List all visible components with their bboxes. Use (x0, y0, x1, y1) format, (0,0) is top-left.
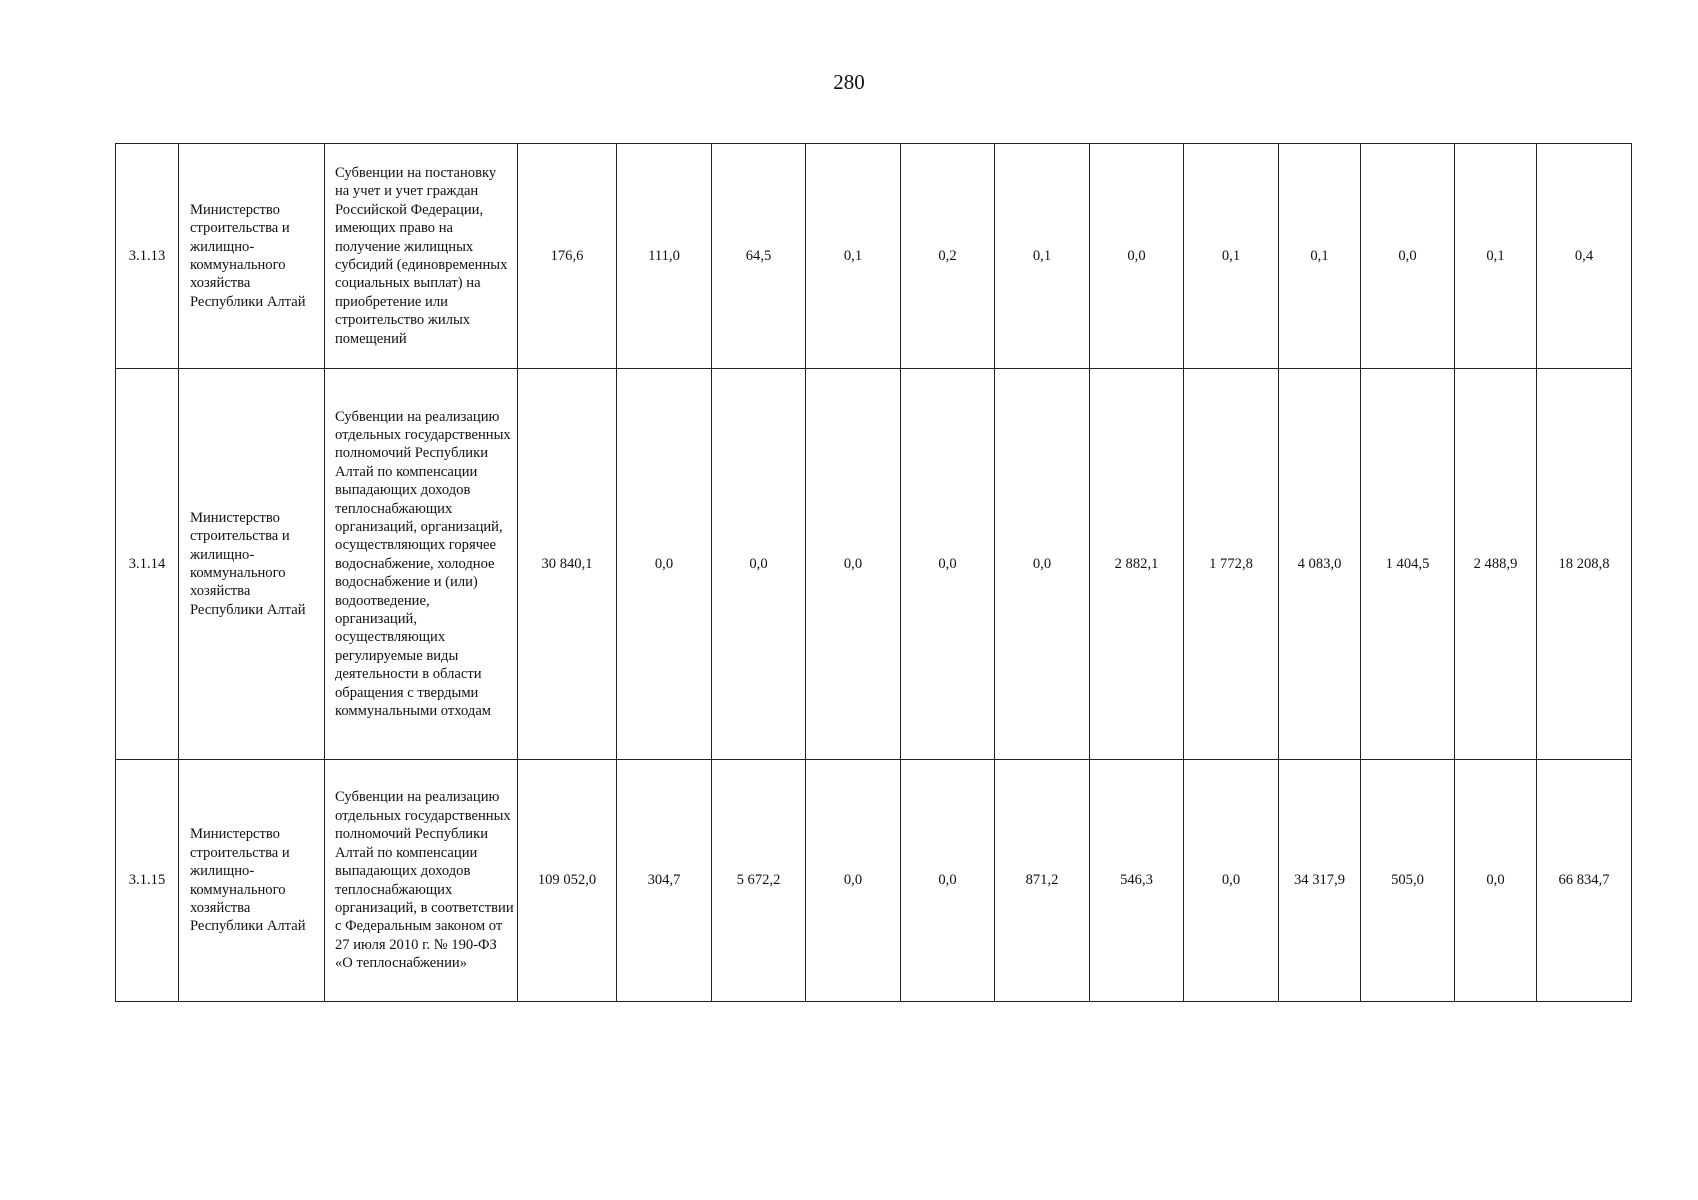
row-code: 3.1.14 (116, 369, 179, 760)
row-description: Субвенции на постановку на учет и учет граждан Российской Федерации, имеющих право на получение жилищных субсидий (единовременных социальных выплат) на приобретение или строительство жилых помещений (325, 144, 518, 369)
value-cell: 0,0 (901, 760, 995, 1002)
value-cell: 0,1 (1279, 144, 1361, 369)
value-cell: 1 404,5 (1361, 369, 1455, 760)
row-code: 3.1.15 (116, 760, 179, 1002)
value-cell: 304,7 (617, 760, 712, 1002)
table-row (116, 144, 1632, 369)
value-cell: 4 083,0 (1279, 369, 1361, 760)
value-cell: 0,1 (1184, 144, 1279, 369)
row-code: 3.1.13 (116, 144, 179, 369)
value-cell: 66 834,7 (1537, 760, 1632, 1002)
value-cell: 0,0 (617, 369, 712, 760)
table-row (116, 760, 1632, 1002)
value-cell: 1 772,8 (1184, 369, 1279, 760)
value-cell: 18 208,8 (1537, 369, 1632, 760)
value-cell: 0,4 (1537, 144, 1632, 369)
page-number: 280 (833, 70, 865, 94)
value-cell: 2 882,1 (1090, 369, 1184, 760)
value-cell: 0,0 (806, 760, 901, 1002)
row-description: Субвенции на реализацию отдельных государственных полномочий Республики Алтай по компенсации выпадающих доходов теплоснабжающих организаций, организаций, осуществляющих горячее водоснабжение, холодное водоснабжение и (или) водоотведение, организаций, осуществляющих регулируемые виды деятельности в области обращения с твердыми коммунальными отходам (325, 369, 518, 760)
value-cell: 871,2 (995, 760, 1090, 1002)
value-cell: 0,0 (806, 369, 901, 760)
value-cell: 2 488,9 (1455, 369, 1537, 760)
value-cell: 34 317,9 (1279, 760, 1361, 1002)
row-organization: Министерство строительства и жилищно-коммунального хозяйства Республики Алтай (179, 760, 325, 1002)
row-organization: Министерство строительства и жилищно-коммунального хозяйства Республики Алтай (179, 144, 325, 369)
value-cell: 0,0 (1090, 144, 1184, 369)
value-cell: 0,1 (806, 144, 901, 369)
value-cell: 0,0 (1455, 760, 1537, 1002)
value-cell: 111,0 (617, 144, 712, 369)
table-row (116, 369, 1632, 760)
row-description: Субвенции на реализацию отдельных государственных полномочий Республики Алтай по компенсации выпадающих доходов теплоснабжающих организаций, в соответствии с Федеральным законом от 27 июля 2010 г. № 190-ФЗ «О теплоснабжении» (325, 760, 518, 1002)
value-cell: 0,0 (712, 369, 806, 760)
row-organization: Министерство строительства и жилищно-коммунального хозяйства Республики Алтай (179, 369, 325, 760)
value-cell: 0,0 (1184, 760, 1279, 1002)
value-cell: 0,0 (995, 369, 1090, 760)
value-cell: 0,0 (901, 369, 995, 760)
value-cell: 0,2 (901, 144, 995, 369)
value-cell: 176,6 (518, 144, 617, 369)
value-cell: 5 672,2 (712, 760, 806, 1002)
value-cell: 546,3 (1090, 760, 1184, 1002)
value-cell: 0,1 (995, 144, 1090, 369)
value-cell: 0,0 (1361, 144, 1455, 369)
value-cell: 109 052,0 (518, 760, 617, 1002)
value-cell: 30 840,1 (518, 369, 617, 760)
value-cell: 505,0 (1361, 760, 1455, 1002)
value-cell: 64,5 (712, 144, 806, 369)
budget-table (115, 143, 1632, 1002)
value-cell: 0,1 (1455, 144, 1537, 369)
